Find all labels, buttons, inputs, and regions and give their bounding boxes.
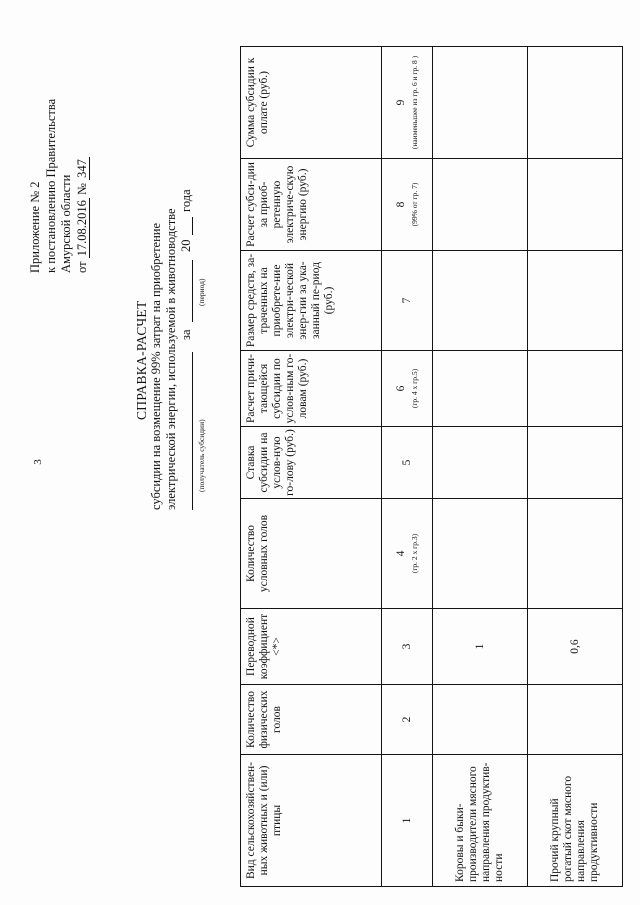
row-coefficient-cell: 0,6 [528, 609, 623, 685]
appendix-title: Приложение № 2 [28, 181, 42, 273]
column-number-9: 9 (наименьшее из гр. 6 и гр. 8 ) [382, 47, 433, 159]
title-line-1: субсидии на возмещение 99% затрат на приобретение [149, 222, 163, 510]
column-formula-8: (99% от гр. 7) [410, 182, 419, 227]
header-conversion-coefficient: Переводной коэффициент <*> [241, 609, 382, 685]
header-subsidy-rate: Ставка субсидии на услов-ную го-лову (руб.) [241, 427, 382, 499]
resolution-number: 347 [74, 159, 89, 178]
year-prefix: 20 [179, 239, 193, 252]
year-suffix: года [179, 189, 193, 212]
resolution-date: 17.08.2016 [74, 200, 89, 257]
row-physical-heads-cell [528, 685, 623, 755]
column-formula-9: (наименьшее из гр. 6 и гр. 8 ) [410, 55, 419, 150]
row-conditional-heads-cell [528, 499, 623, 609]
period-for-label: за [179, 329, 193, 340]
column-formula-6: (гр. 4 х гр.5) [410, 368, 419, 409]
column-number-7: 7 [382, 251, 433, 351]
table-row [528, 47, 623, 887]
appendix-date-line [75, 33, 91, 273]
column-number-4: 4 (гр. 2 х гр.3) [382, 499, 433, 609]
period-blank-line [192, 260, 193, 322]
column-number-6: 6 (гр. 4 х гр.5) [382, 351, 433, 427]
row-energy-subsidy-cell [433, 159, 528, 251]
number-prefix: № [74, 183, 89, 195]
row-subsidy-by-heads-cell [433, 351, 528, 427]
page-number: 3 [32, 459, 44, 465]
column-number-2: 2 [382, 685, 433, 755]
title-line-2: электрической энергии, используемой в животноводстве [164, 208, 178, 510]
date-prefix: от [74, 261, 89, 273]
appendix-block [28, 33, 90, 273]
appendix-region: Амурской области [59, 174, 73, 273]
row-energy-subsidy-cell [528, 159, 623, 251]
column-number-5: 5 [382, 427, 433, 499]
document-title: СПРАВКА-РАСЧЕТ [134, 300, 149, 420]
header-physical-heads: Количество физических голов [241, 685, 382, 755]
header-animal-type: Вид сельскохозяйствен-ных животных и (или) птицы [241, 755, 382, 887]
header-energy-costs: Размер средств, за-траченных на приобрете-ние электри-ческой энер-гии за ука-занный пе-риод (руб.) [241, 251, 382, 351]
row-animal-name: Коровы и быки-производители мясного направления продуктив-ности [433, 755, 528, 887]
column-formula-4: (гр. 2 х гр.3) [410, 533, 419, 574]
row-subsidy-rate-cell [528, 427, 623, 499]
table-row [433, 47, 528, 887]
column-number-3: 3 [382, 609, 433, 685]
row-payable-subsidy-cell [433, 47, 528, 159]
year-blank-line [192, 217, 193, 235]
title-block [134, 30, 209, 510]
row-payable-subsidy-cell [528, 47, 623, 159]
header-energy-subsidy: Расчет субси-дии за приоб-ретенную электриче-скую энергию (руб.) [241, 159, 382, 251]
row-physical-heads-cell [433, 685, 528, 755]
row-subsidy-rate-cell [433, 427, 528, 499]
row-energy-costs-cell [528, 251, 623, 351]
row-subsidy-by-heads-cell [528, 351, 623, 427]
table-header-row [241, 47, 382, 887]
row-coefficient-cell: 1 [433, 609, 528, 685]
period-caption: (период) [197, 278, 206, 306]
column-number-1: 1 [382, 755, 433, 887]
column-number-row [382, 47, 433, 887]
row-energy-costs-cell [433, 251, 528, 351]
column-number-8: 8 (99% от гр. 7) [382, 159, 433, 251]
recipient-period-row [179, 30, 209, 510]
subsidy-table [240, 46, 623, 887]
recipient-caption: (получатель субсидии) [197, 419, 206, 492]
appendix-resolution: к постановлению Правительства [43, 98, 58, 273]
row-animal-name: Прочий крупный рогатый скот мясного направления продуктивности [528, 755, 623, 887]
row-conditional-heads-cell [433, 499, 528, 609]
header-subsidy-by-heads: Расчет причи-тающейся субсидии по услов-ным го-ловам (руб.) [241, 351, 382, 427]
recipient-blank-line [192, 352, 193, 510]
header-payable-subsidy: Сумма субсидии к оплате (руб.) [241, 47, 382, 159]
rotated-form [0, 25, 640, 905]
header-conditional-heads: Количество условных голов [241, 499, 382, 609]
